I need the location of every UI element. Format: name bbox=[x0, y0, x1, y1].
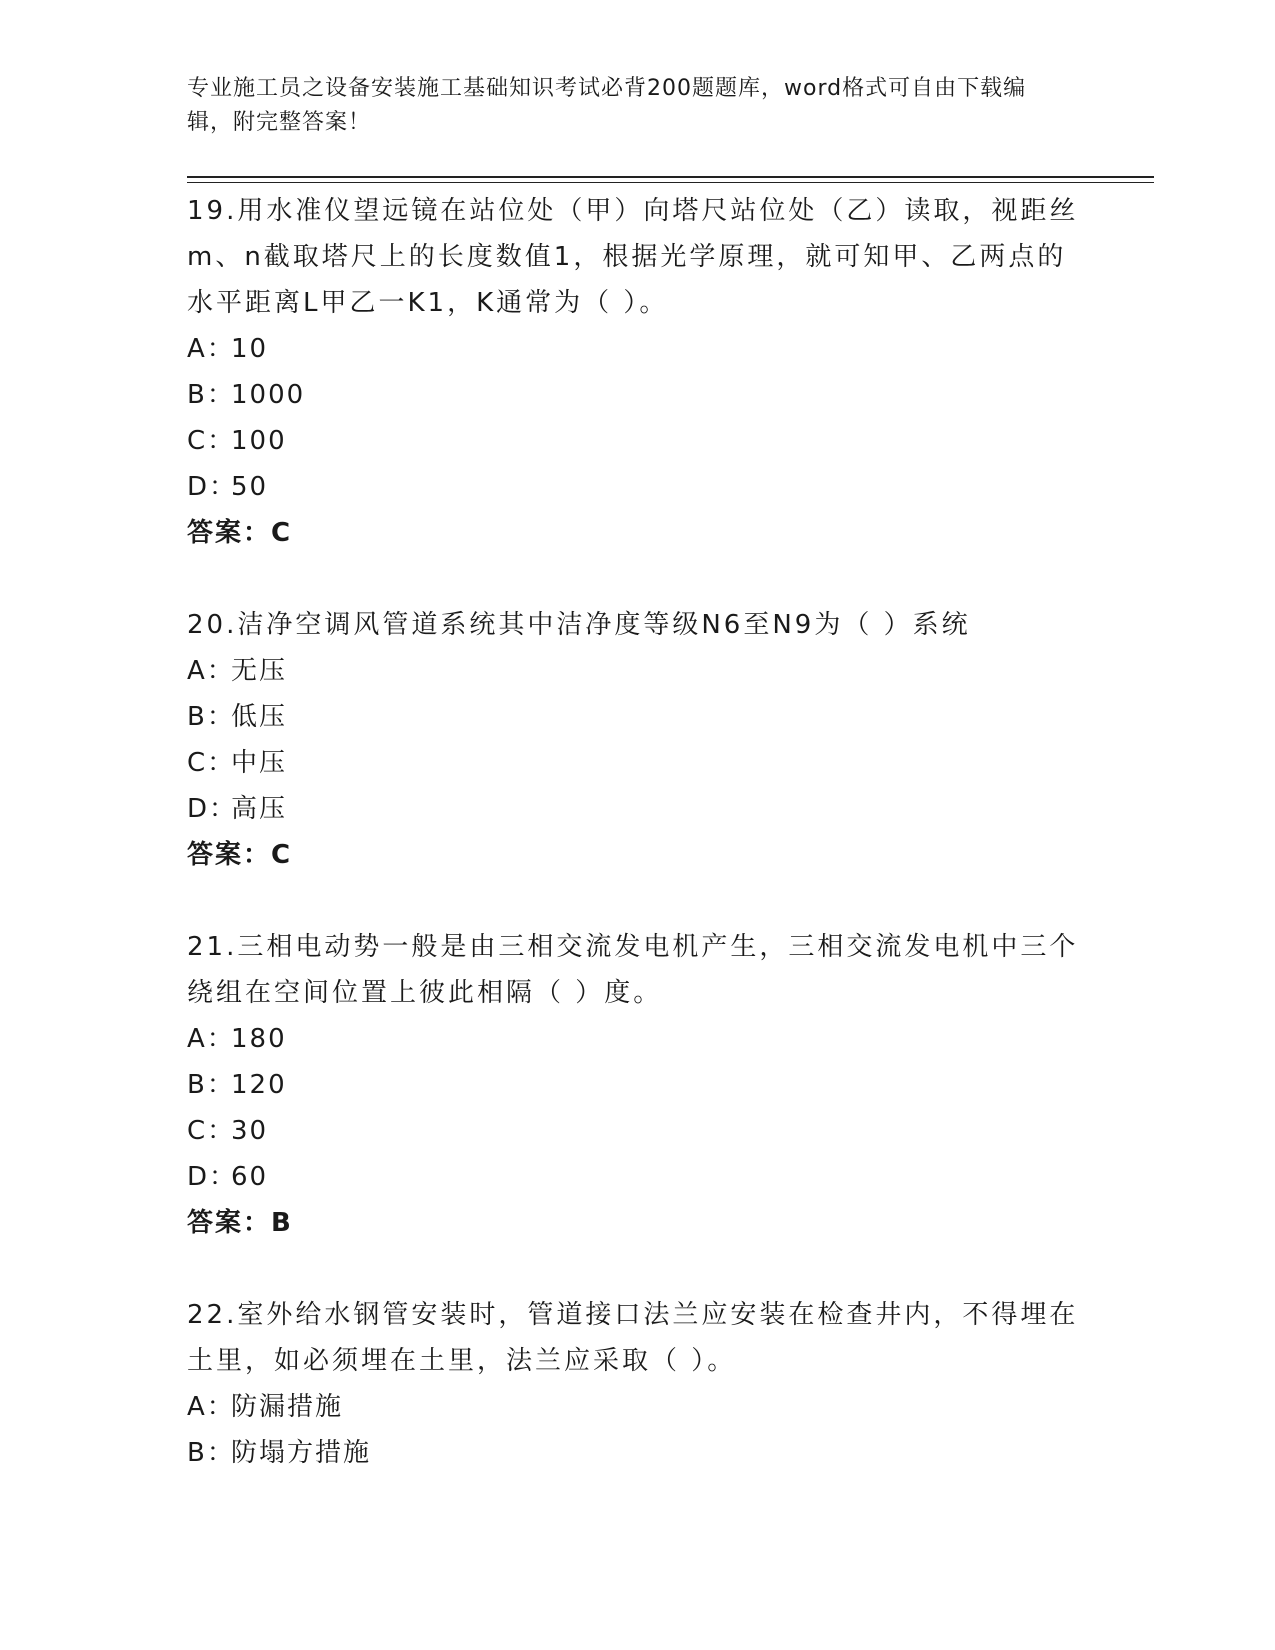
option-a bbox=[187, 326, 1087, 372]
option-d bbox=[187, 786, 1087, 832]
option-letter: D： bbox=[187, 1162, 238, 1192]
option-text: 防塌方措施 bbox=[231, 1438, 372, 1468]
option-text: 防漏措施 bbox=[231, 1392, 344, 1422]
answer-line bbox=[187, 510, 1087, 556]
option-letter: B： bbox=[187, 380, 235, 410]
option-letter: C： bbox=[187, 1116, 236, 1146]
header-divider bbox=[187, 176, 1154, 183]
option-text: 30 bbox=[231, 1116, 269, 1146]
option-text: 低压 bbox=[231, 702, 288, 732]
option-text: 无压 bbox=[231, 656, 288, 686]
option-b bbox=[187, 694, 1087, 740]
option-b bbox=[187, 372, 1087, 418]
option-c bbox=[187, 740, 1087, 786]
option-letter: A： bbox=[187, 334, 235, 364]
question-22 bbox=[187, 1292, 1087, 1476]
option-text: 1000 bbox=[231, 380, 306, 410]
question-stem: 22.室外给水钢管安装时，管道接口法兰应安装在检查井内，不得埋在土里，如必须埋在土里，法兰应采取（ ）。 bbox=[187, 1300, 1079, 1376]
option-letter: B： bbox=[187, 702, 235, 732]
option-letter: A： bbox=[187, 1024, 235, 1054]
option-text: 100 bbox=[231, 426, 287, 456]
document-header: 专业施工员之设备安装施工基础知识考试必背200题题库，word格式可自由下载编辑，附完整答案！ bbox=[187, 76, 1027, 135]
option-a bbox=[187, 1384, 1087, 1430]
answer-value: C bbox=[271, 840, 293, 870]
option-c bbox=[187, 418, 1087, 464]
answer-line bbox=[187, 832, 1087, 878]
option-a bbox=[187, 648, 1087, 694]
option-a bbox=[187, 1016, 1087, 1062]
option-d bbox=[187, 1154, 1087, 1200]
option-text: 120 bbox=[231, 1070, 287, 1100]
question-stem: 19.用水准仪望远镜在站位处（甲）向塔尺站位处（乙）读取，视距丝m、n截取塔尺上的长度数值1，根据光学原理，就可知甲、乙两点的水平距离L甲乙一K1，K通常为（ ）。 bbox=[187, 196, 1079, 318]
option-text: 高压 bbox=[231, 794, 288, 824]
option-b bbox=[187, 1062, 1087, 1108]
question-21 bbox=[187, 924, 1087, 1246]
answer-label: 答案： bbox=[187, 518, 272, 548]
option-letter: A： bbox=[187, 1392, 235, 1422]
answer-label: 答案： bbox=[187, 1208, 272, 1238]
question-20 bbox=[187, 602, 1087, 878]
option-b bbox=[187, 1430, 1087, 1476]
question-19 bbox=[187, 188, 1087, 556]
option-letter: B： bbox=[187, 1070, 235, 1100]
option-letter: C： bbox=[187, 748, 236, 778]
option-c bbox=[187, 1108, 1087, 1154]
answer-value: B bbox=[271, 1208, 293, 1238]
option-letter: C： bbox=[187, 426, 236, 456]
option-text: 中压 bbox=[231, 748, 288, 778]
option-text: 180 bbox=[231, 1024, 287, 1054]
option-d bbox=[187, 464, 1087, 510]
option-text: 50 bbox=[231, 472, 269, 502]
option-letter: A： bbox=[187, 656, 235, 686]
question-stem: 21.三相电动势一般是由三相交流发电机产生，三相交流发电机中三个绕组在空间位置上彼此相隔（ ）度。 bbox=[187, 932, 1079, 1008]
option-letter: B： bbox=[187, 1438, 235, 1468]
question-stem: 20.洁净空调风管道系统其中洁净度等级N6至N9为（ ）系统 bbox=[187, 610, 971, 640]
answer-line bbox=[187, 1200, 1087, 1246]
option-text: 10 bbox=[231, 334, 269, 364]
option-letter: D： bbox=[187, 472, 238, 502]
answer-value: C bbox=[271, 518, 293, 548]
question-list bbox=[187, 188, 1087, 1522]
option-letter: D： bbox=[187, 794, 238, 824]
option-text: 60 bbox=[231, 1162, 269, 1192]
answer-label: 答案： bbox=[187, 840, 272, 870]
